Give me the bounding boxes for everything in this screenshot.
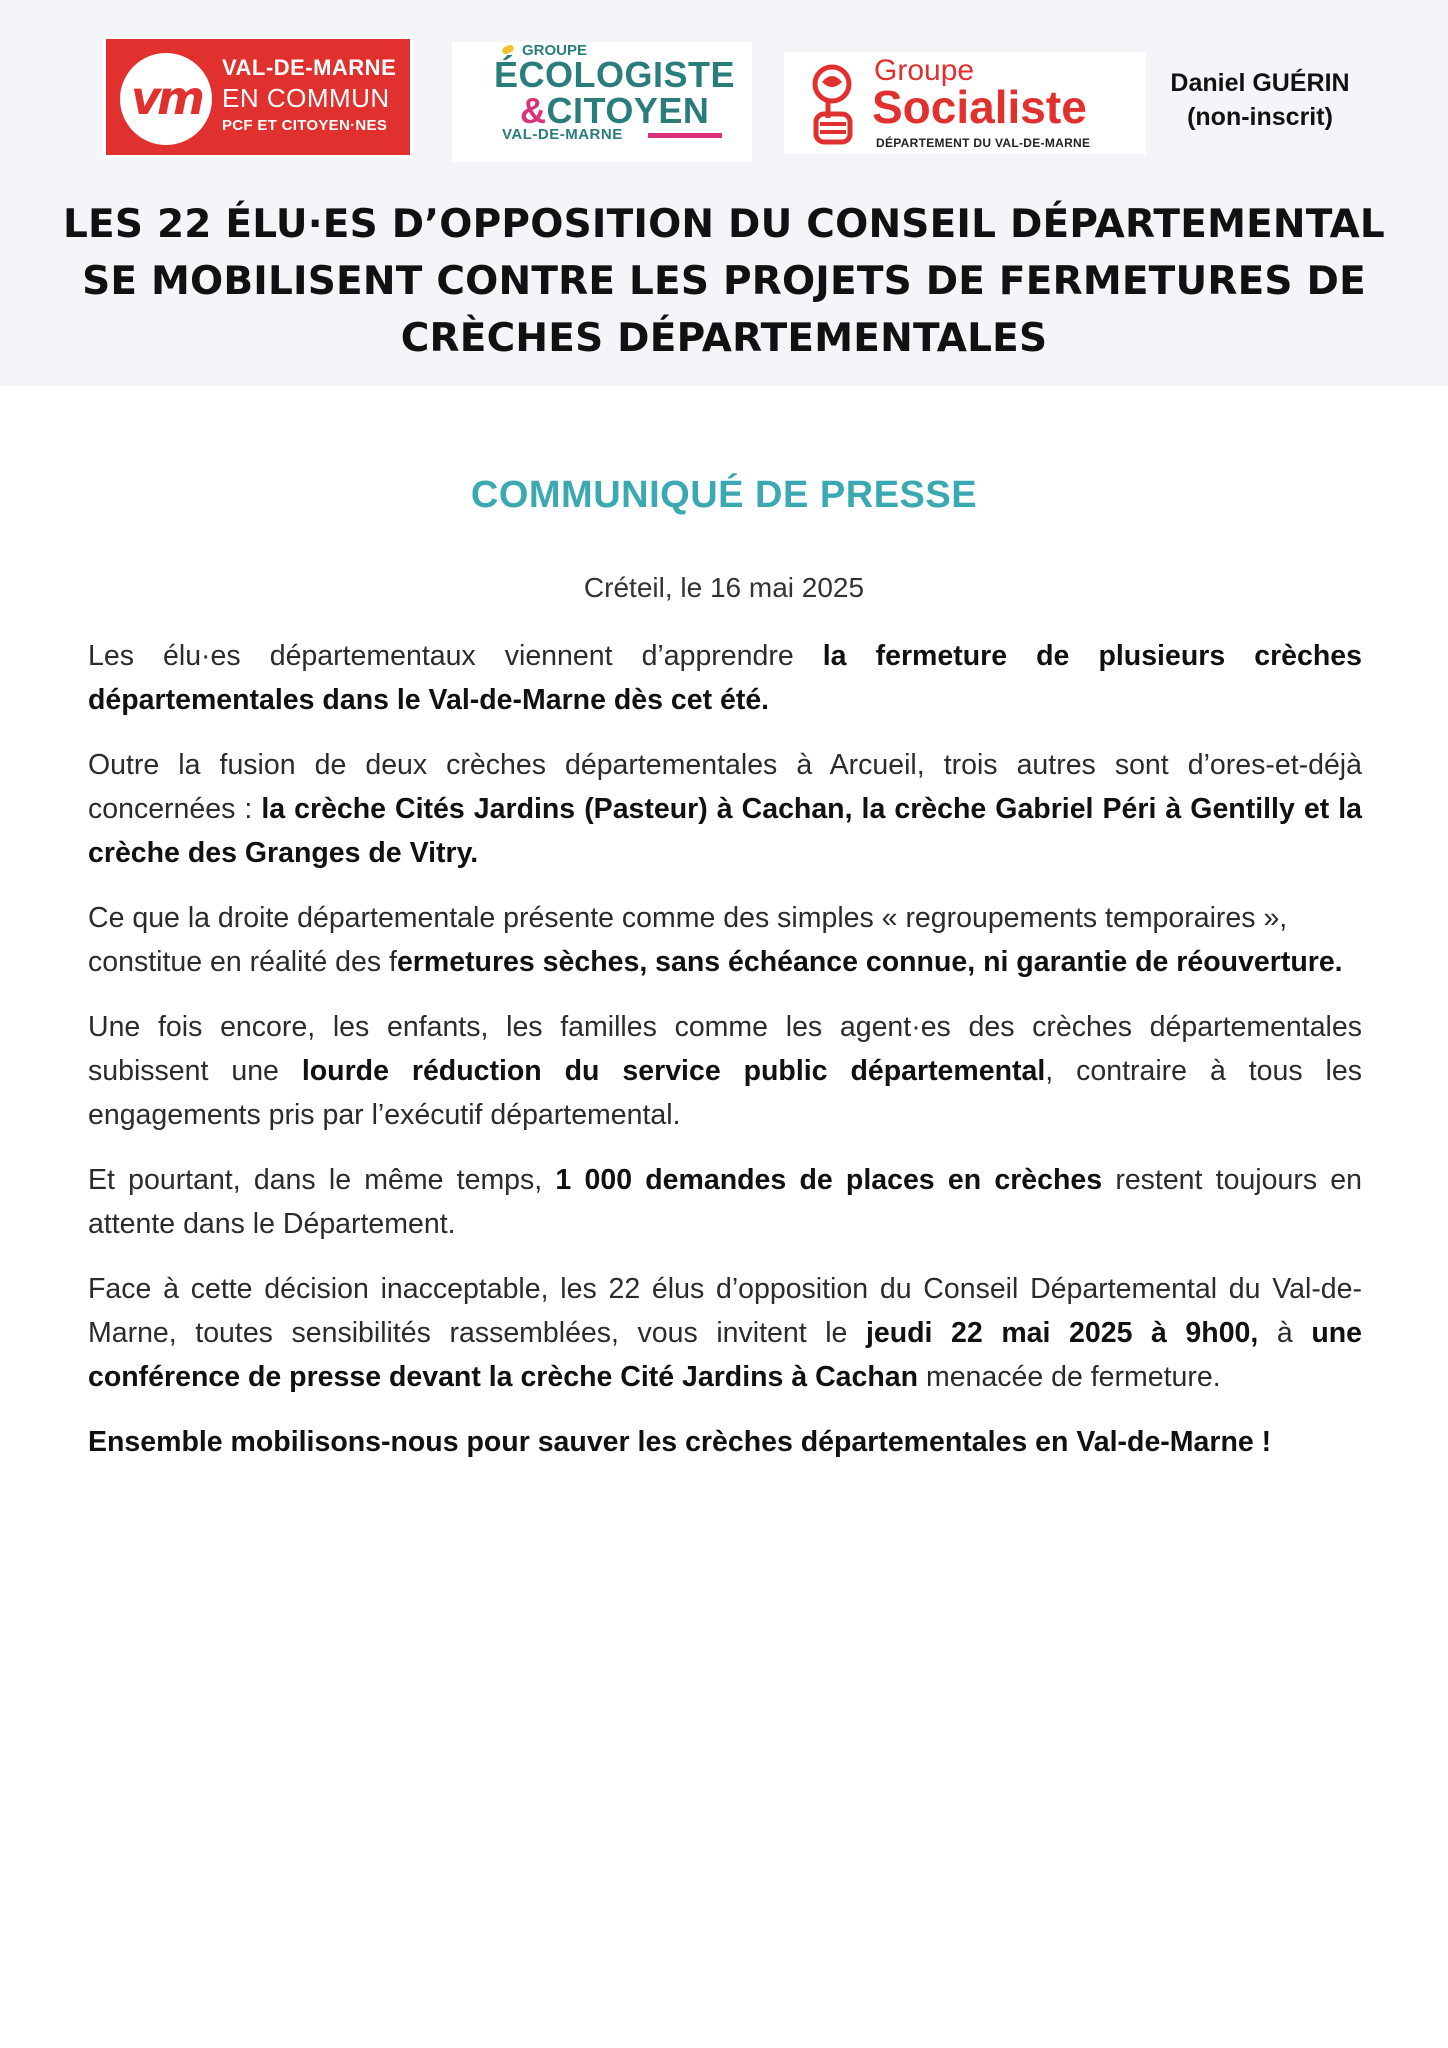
p3-bold: ermetures sèches, sans échéance connue, ni garantie de réouverture. [396,946,1343,978]
soc-logo-line3: DÉPARTEMENT DU VAL-DE-MARNE [876,136,1091,150]
eco-accent-bar [648,133,722,138]
vm-circle-icon [120,53,212,145]
paragraph-2 [88,743,1362,875]
vm-mark: vm [131,71,201,125]
header-band [0,0,1448,386]
independent-member [1160,66,1360,134]
p2-bold: la crèche Cités Jardins (Pasteur) à Cachan, la crèche Gabriel Péri à Gentilly et la crèche des Granges de Vitry. [88,793,1362,869]
groupe-socialiste-logo [784,52,1146,154]
paragraph-6 [88,1267,1362,1399]
vm-logo-line2: EN COMMUN [222,83,390,113]
dateline: Créteil, le 16 mai 2025 [583,572,865,603]
paragraph-5 [88,1158,1362,1246]
headline-line3: CRÈCHES DÉPARTEMENTALES [400,316,1048,361]
p6-a: à [1258,1317,1312,1349]
p5-text-end: restent toujours en attente dans le Département. [88,1164,1362,1240]
headline-line1: LES 22 ÉLU·ES D’OPPOSITION DU CONSEIL DÉPARTEMENTAL [63,202,1385,247]
paragraph-4 [88,1005,1362,1137]
eco-logo-citoyen: CITOYEN [546,90,710,131]
p5-text: Et pourtant, dans le même temps, [88,1164,556,1196]
headline-line2: SE MOBILISENT CONTRE LES PROJETS DE FERMETURES DE [82,259,1366,304]
p5-bold: 1 000 demandes de places en crèches [555,1164,1103,1196]
eco-logo-line4: VAL-DE-MARNE [502,126,623,143]
p6-text: Face à cette décision inacceptable, les 22 élus d’opposition du Conseil Départemental du Val-de-Marne, toutes sensibilités rassemblées, vous invitent le [88,1273,1362,1349]
p1-text: Les élu·es départementaux viennent d’apprendre [88,640,823,672]
p4-text-end: , contraire à tous les engagements pris par l’exécutif départemental. [88,1055,1362,1131]
vm-logo-line1: VAL-DE-MARNE [222,55,397,80]
vm-logo-line3: PCF ET CITOYEN·NES [222,117,388,134]
p6-event: une conférence de presse devant la crèche Cité Jardins à Cachan [88,1317,1362,1393]
groupe-ecologiste-citoyen-logo [452,42,752,162]
paragraph-3 [88,896,1362,984]
p1-bold: la fermeture de plusieurs crèches départementales dans le Val-de-Marne dès cet été. [88,640,1362,716]
p2-text: Outre la fusion de deux crèches départementales à Arcueil, trois autres sont d’ores-et-déjà concernées : [88,749,1362,825]
p6-date: jeudi 22 mai 2025 à 9h00, [865,1317,1259,1349]
eco-logo-line2: ÉCOLOGISTE [494,54,736,95]
p4-bold: lourde réduction du service public départemental [301,1055,1046,1087]
headline [60,196,1388,367]
eco-logo-line1: GROUPE [522,42,588,59]
eco-ampersand: & [520,90,547,131]
p3-text: Ce que la droite départementale présente comme des simples « regroupements temporaires », constitue en réalité des f [88,902,1288,978]
soc-logo-line2: Socialiste [872,81,1087,133]
independent-name: Daniel GUÉRIN [1170,69,1350,97]
independent-status: (non-inscrit) [1187,103,1333,131]
soc-logo-line1: Groupe [874,54,975,87]
p4-text: Une fois encore, les enfants, les familles comme les agent·es des crèches départementales subissent une [88,1011,1362,1087]
rose-fist-icon [798,62,870,146]
p6-text-end: menacée de fermeture. [918,1361,1221,1393]
press-release-body [88,634,1362,1485]
paragraph-1 [88,634,1362,722]
press-release-title: COMMUNIQUÉ DE PRESSE [470,474,978,516]
val-de-marne-en-commun-logo [103,36,413,158]
paragraph-7-call-to-action: Ensemble mobilisons-nous pour sauver les crèches départementales en Val-de-Marne ! [88,1426,1272,1458]
